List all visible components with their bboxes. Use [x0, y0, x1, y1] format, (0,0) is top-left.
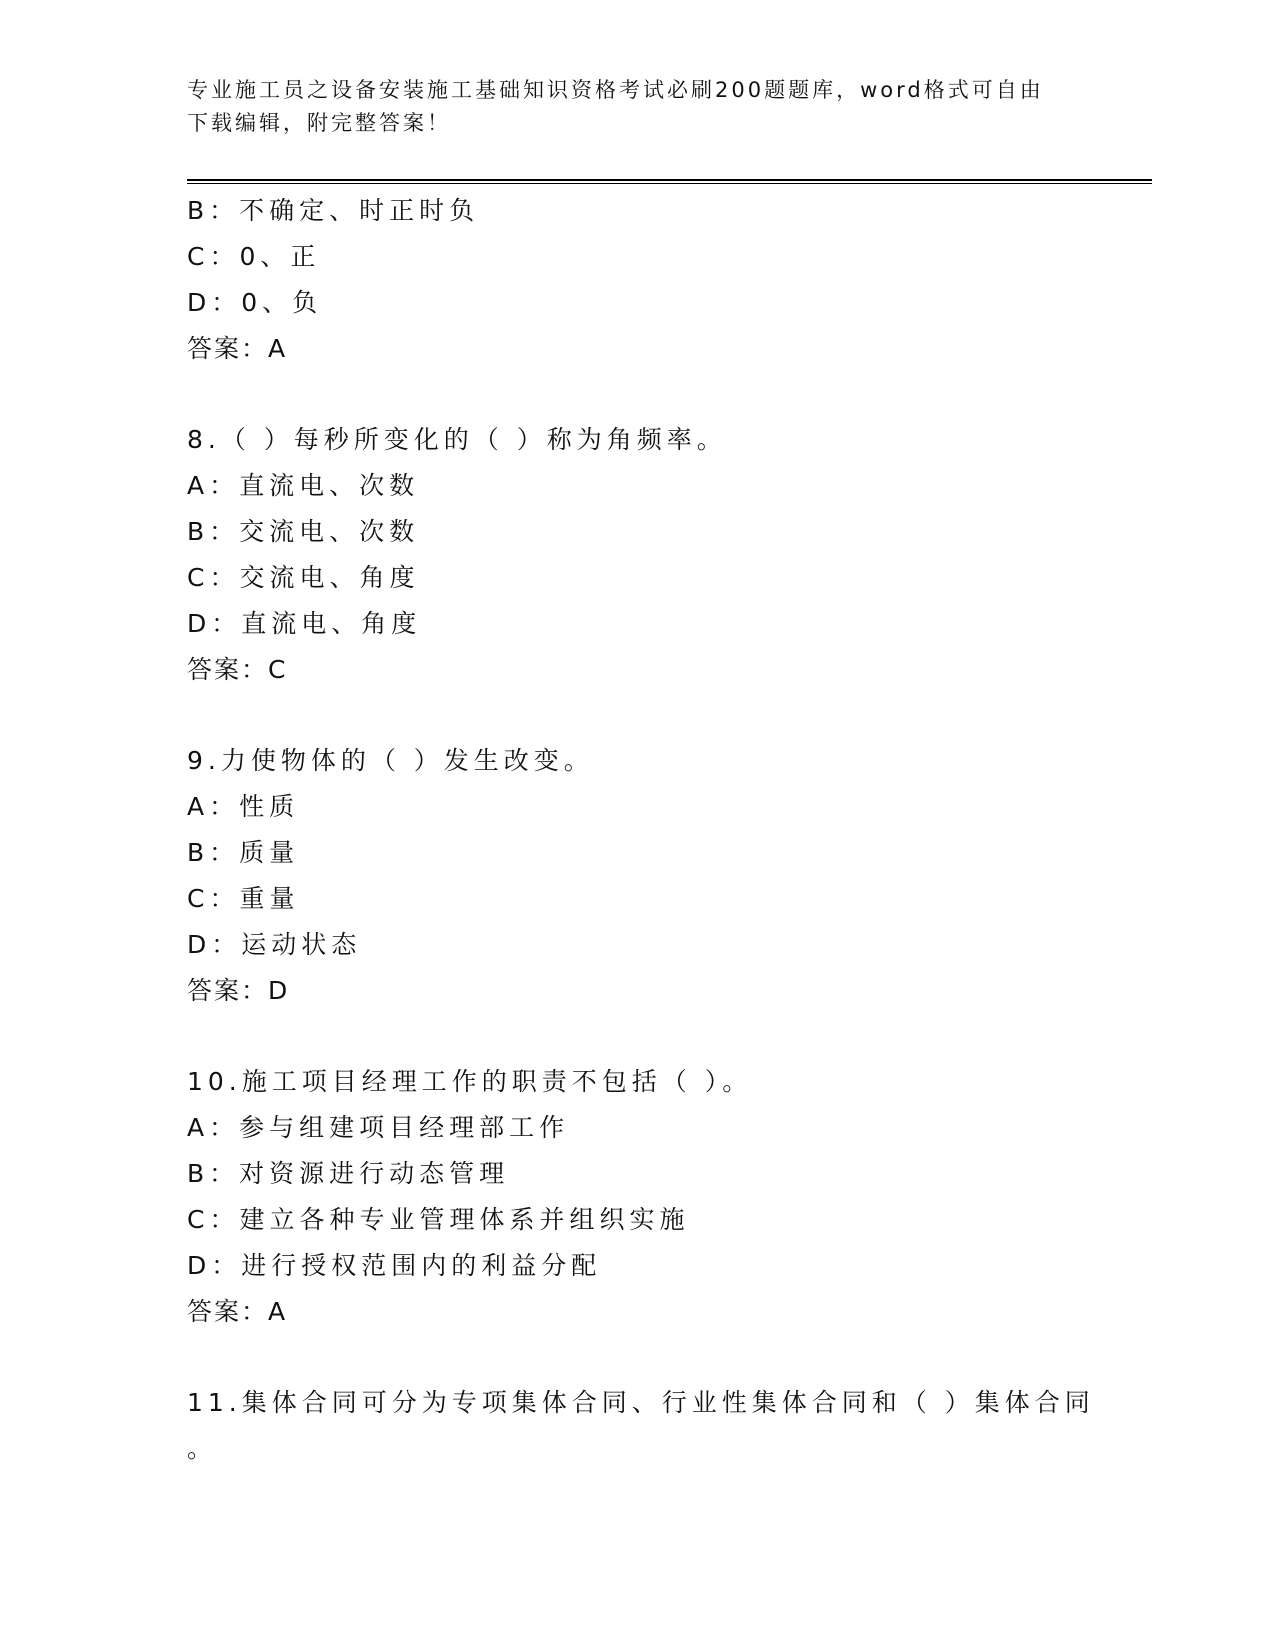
- answer: 答案：C: [187, 655, 288, 684]
- question-stem-wrap: 。: [187, 1434, 218, 1463]
- question-8: [187, 417, 1147, 693]
- question-stem: 10.施工项目经理工作的职责不包括（ ）。: [187, 1067, 753, 1096]
- spacer: [187, 693, 1147, 738]
- header-title-line-1: 专业施工员之设备安装施工基础知识资格考试必刷200题题库，word格式可自由: [187, 78, 1044, 102]
- spacer: [187, 1014, 1147, 1059]
- header-divider-thin: [187, 183, 1152, 184]
- spacer: [187, 372, 1147, 417]
- question-stem: 8.（ ）每秒所变化的（ ）称为角频率。: [187, 425, 727, 454]
- option-c: C：交流电、角度: [187, 563, 420, 592]
- header-title-line-2: 下载编辑，附完整答案！: [187, 111, 451, 135]
- option-b: B：对资源进行动态管理: [187, 1159, 510, 1188]
- option-a: A：参与组建项目经理部工作: [187, 1113, 570, 1142]
- document-header: [187, 74, 1067, 140]
- question-stem: 9.力使物体的（ ）发生改变。: [187, 746, 594, 775]
- option-b: B：质量: [187, 838, 300, 867]
- question-7-continuation: [187, 188, 1147, 372]
- question-11: [187, 1380, 1147, 1472]
- question-9: [187, 738, 1147, 1014]
- option-b: B：不确定、时正时负: [187, 196, 480, 225]
- header-divider-thick: [187, 179, 1152, 181]
- option-d: D：直流电、角度: [187, 609, 422, 638]
- answer: 答案：A: [187, 1297, 288, 1326]
- option-a: A：直流电、次数: [187, 471, 420, 500]
- question-stem: 11.集体合同可分为专项集体合同、行业性集体合同和（ ）集体合同: [187, 1388, 1095, 1417]
- spacer: [187, 1335, 1147, 1380]
- option-d: D：进行授权范围内的利益分配: [187, 1251, 602, 1280]
- answer: 答案：D: [187, 976, 290, 1005]
- option-c: C：0、正: [187, 242, 321, 271]
- question-10: [187, 1059, 1147, 1335]
- question-list: [187, 188, 1147, 1472]
- option-b: B：交流电、次数: [187, 517, 420, 546]
- option-c: C：重量: [187, 884, 300, 913]
- option-d: D：0、负: [187, 288, 323, 317]
- option-d: D：运动状态: [187, 930, 362, 959]
- option-a: A：性质: [187, 792, 300, 821]
- option-c: C：建立各种专业管理体系并组织实施: [187, 1205, 690, 1234]
- answer: 答案：A: [187, 334, 288, 363]
